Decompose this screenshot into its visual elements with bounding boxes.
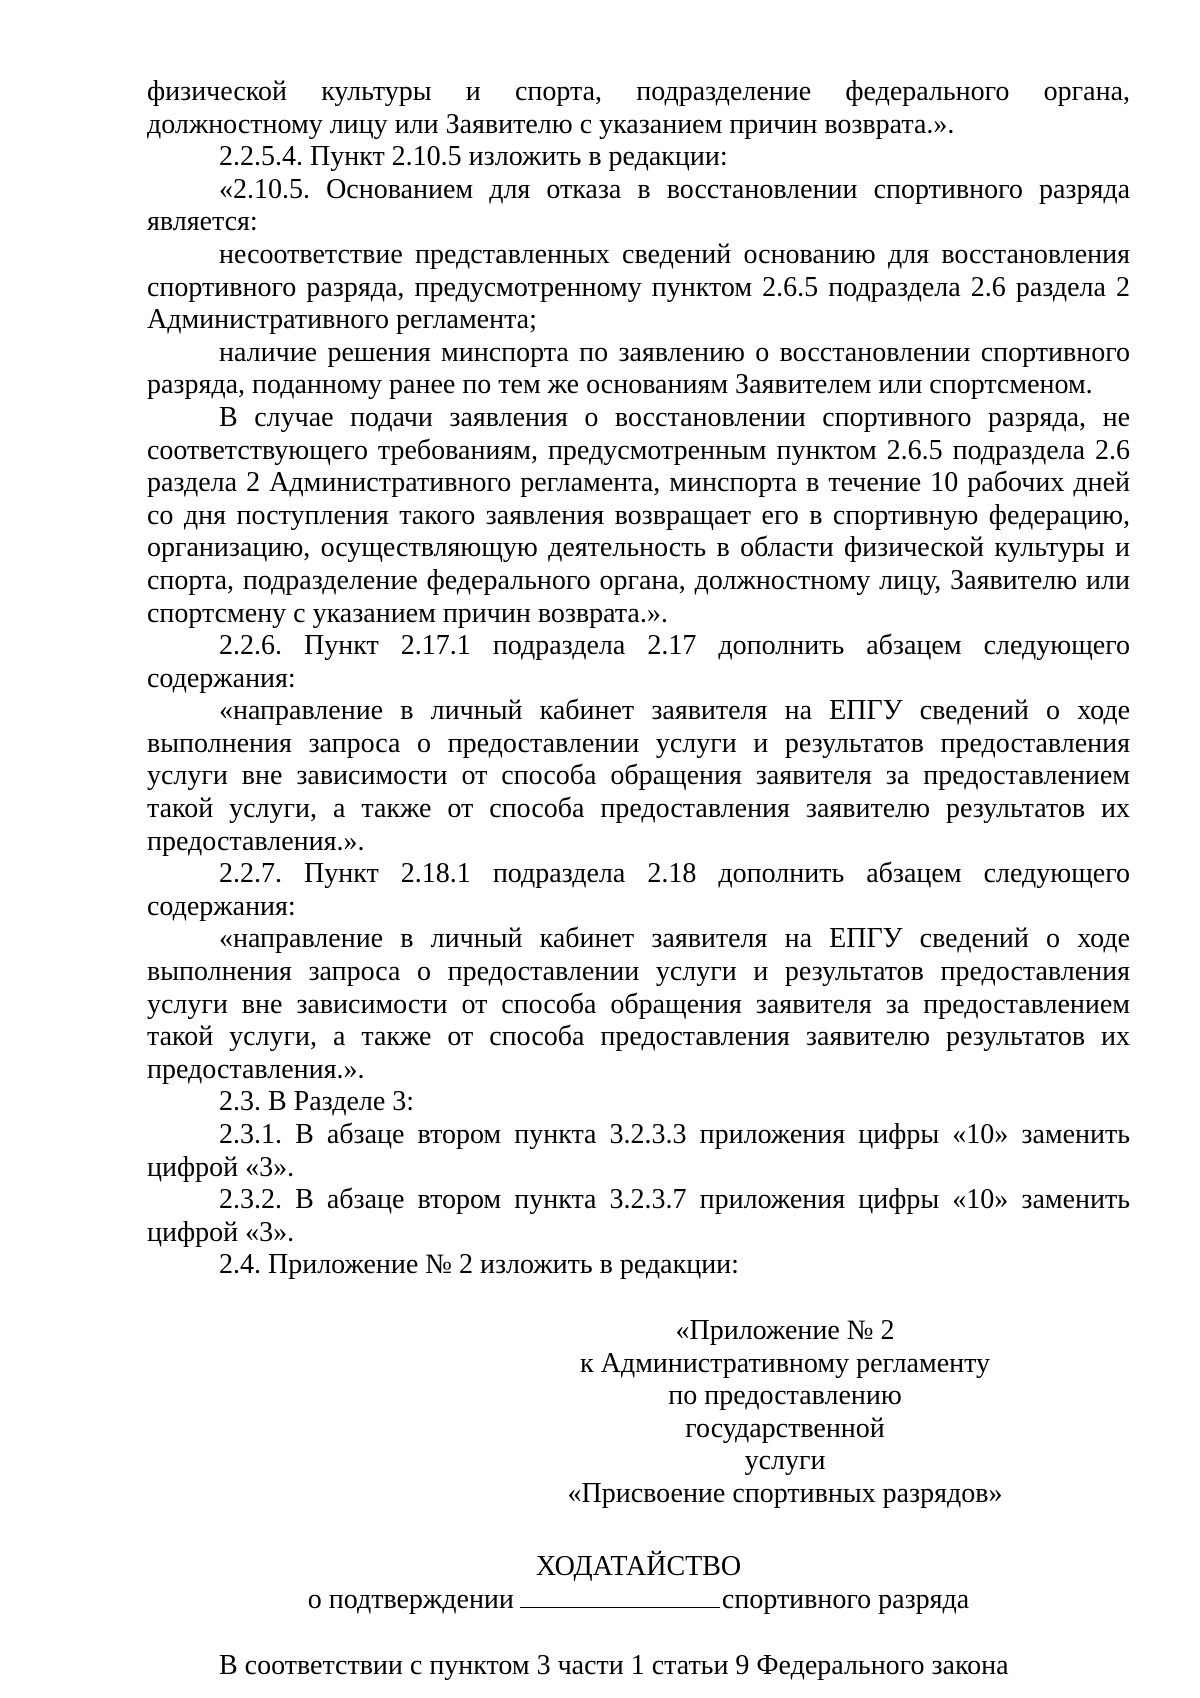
paragraph-2-3-2: 2.3.2. В абзаце втором пункта 3.2.3.7 приложения цифры «10» заменить цифрой «3». (147, 1184, 1130, 1248)
appendix-header-block (566, 1315, 1004, 1511)
appendix-reference-line: услуги (744, 1445, 826, 1477)
paragraph-refusal-reason-2: наличие решения минспорта по заявлению о восстановлении спортивного разряда, поданному ранее по тем же основаниям Заявителем или спортсменом. (147, 336, 1130, 401)
appendix-number: «Приложение № 2 (675, 1314, 895, 1346)
petition-title: ХОДАТАЙСТВО (535, 1550, 742, 1582)
paragraph-epgu-addition-1: «направление в личный кабинет заявителя на ЕПГУ сведений о ходе выполнения запроса о предоставлении услуги и результатов предоставления услуги вне зависимости от способа обращения заявителя за предоставлением такой услуги, а также от способа предоставления заявителю результатов их предоставления.». (147, 695, 1130, 857)
subtitle-after-blank: спортивного разряда (721, 1584, 970, 1616)
paragraph-2-2-7: 2.2.7. Пункт 2.18.1 подраздела 2.18 дополнить абзацем следующего содержания: (147, 858, 1130, 922)
paragraph-2-10-5-intro: «2.10.5. Основанием для отказа в восстановлении спортивного разряда является: (147, 173, 1130, 238)
appendix-reference-line: к Административному регламенту (580, 1347, 990, 1379)
paragraph-return-case: В случае подачи заявления о восстановлении спортивного разряда, не соответствующего требованиям, предусмотренным пунктом 2.6.5 подраздела 2.6 раздела 2 Административного регламента, минспорта в течение 10 рабочих дней со дня поступления такого заявления возвращает его в спортивную федерацию, организацию, осуществляющую деятельность в области физической культуры и спорта, подразделение федерального органа, должностному лицу, Заявителю или спортсмену с указанием причин возврата.». (147, 401, 1130, 629)
petition-subtitle (147, 1583, 1130, 1617)
subtitle-before-blank: о подтверждении (307, 1584, 514, 1616)
appendix-reference-line: по предоставлению государственной (668, 1380, 902, 1444)
blank-line (520, 1583, 720, 1608)
paragraph-refusal-reason-1: несоответствие представленных сведений основанию для восстановления спортивного разряда, предусмотренному пунктом 2.6.5 подраздела 2.6 раздела 2 Административного регламента; (147, 238, 1130, 336)
paragraph-2-3-1: 2.3.1. В абзаце втором пункта 3.2.3.3 приложения цифры «10» заменить цифрой «3». (147, 1119, 1130, 1183)
document-body (147, 76, 1130, 1682)
paragraph-2-2-5-4: 2.2.5.4. Пункт 2.10.5 изложить в редакции: (219, 141, 728, 173)
paragraph-2-4: 2.4. Приложение № 2 изложить в редакции: (219, 1249, 739, 1281)
paragraph-epgu-addition-2: «направление в личный кабинет заявителя на ЕПГУ сведений о ходе выполнения запроса о предоставлении услуги и результатов предоставления услуги вне зависимости от способа обращения заявителя за предоставлением такой услуги, а также от способа предоставления заявителю результатов их предоставления.». (147, 923, 1130, 1085)
paragraph-2-2-6: 2.2.6. Пункт 2.17.1 подраздела 2.17 дополнить абзацем следующего содержания: (147, 630, 1130, 694)
paragraph-continuation: физической культуры и спорта, подразделение федерального органа, должностному лицу или Заявителю с указанием причин возврата.». (147, 76, 1130, 140)
paragraph-2-3: 2.3. В Разделе 3: (219, 1086, 415, 1118)
appendix-service-title: «Присвоение спортивных разрядов» (567, 1477, 1003, 1509)
paragraph-federal-law: В соответствии с пунктом 3 части 1 статьи 9 Федерального закона (219, 1649, 1009, 1681)
